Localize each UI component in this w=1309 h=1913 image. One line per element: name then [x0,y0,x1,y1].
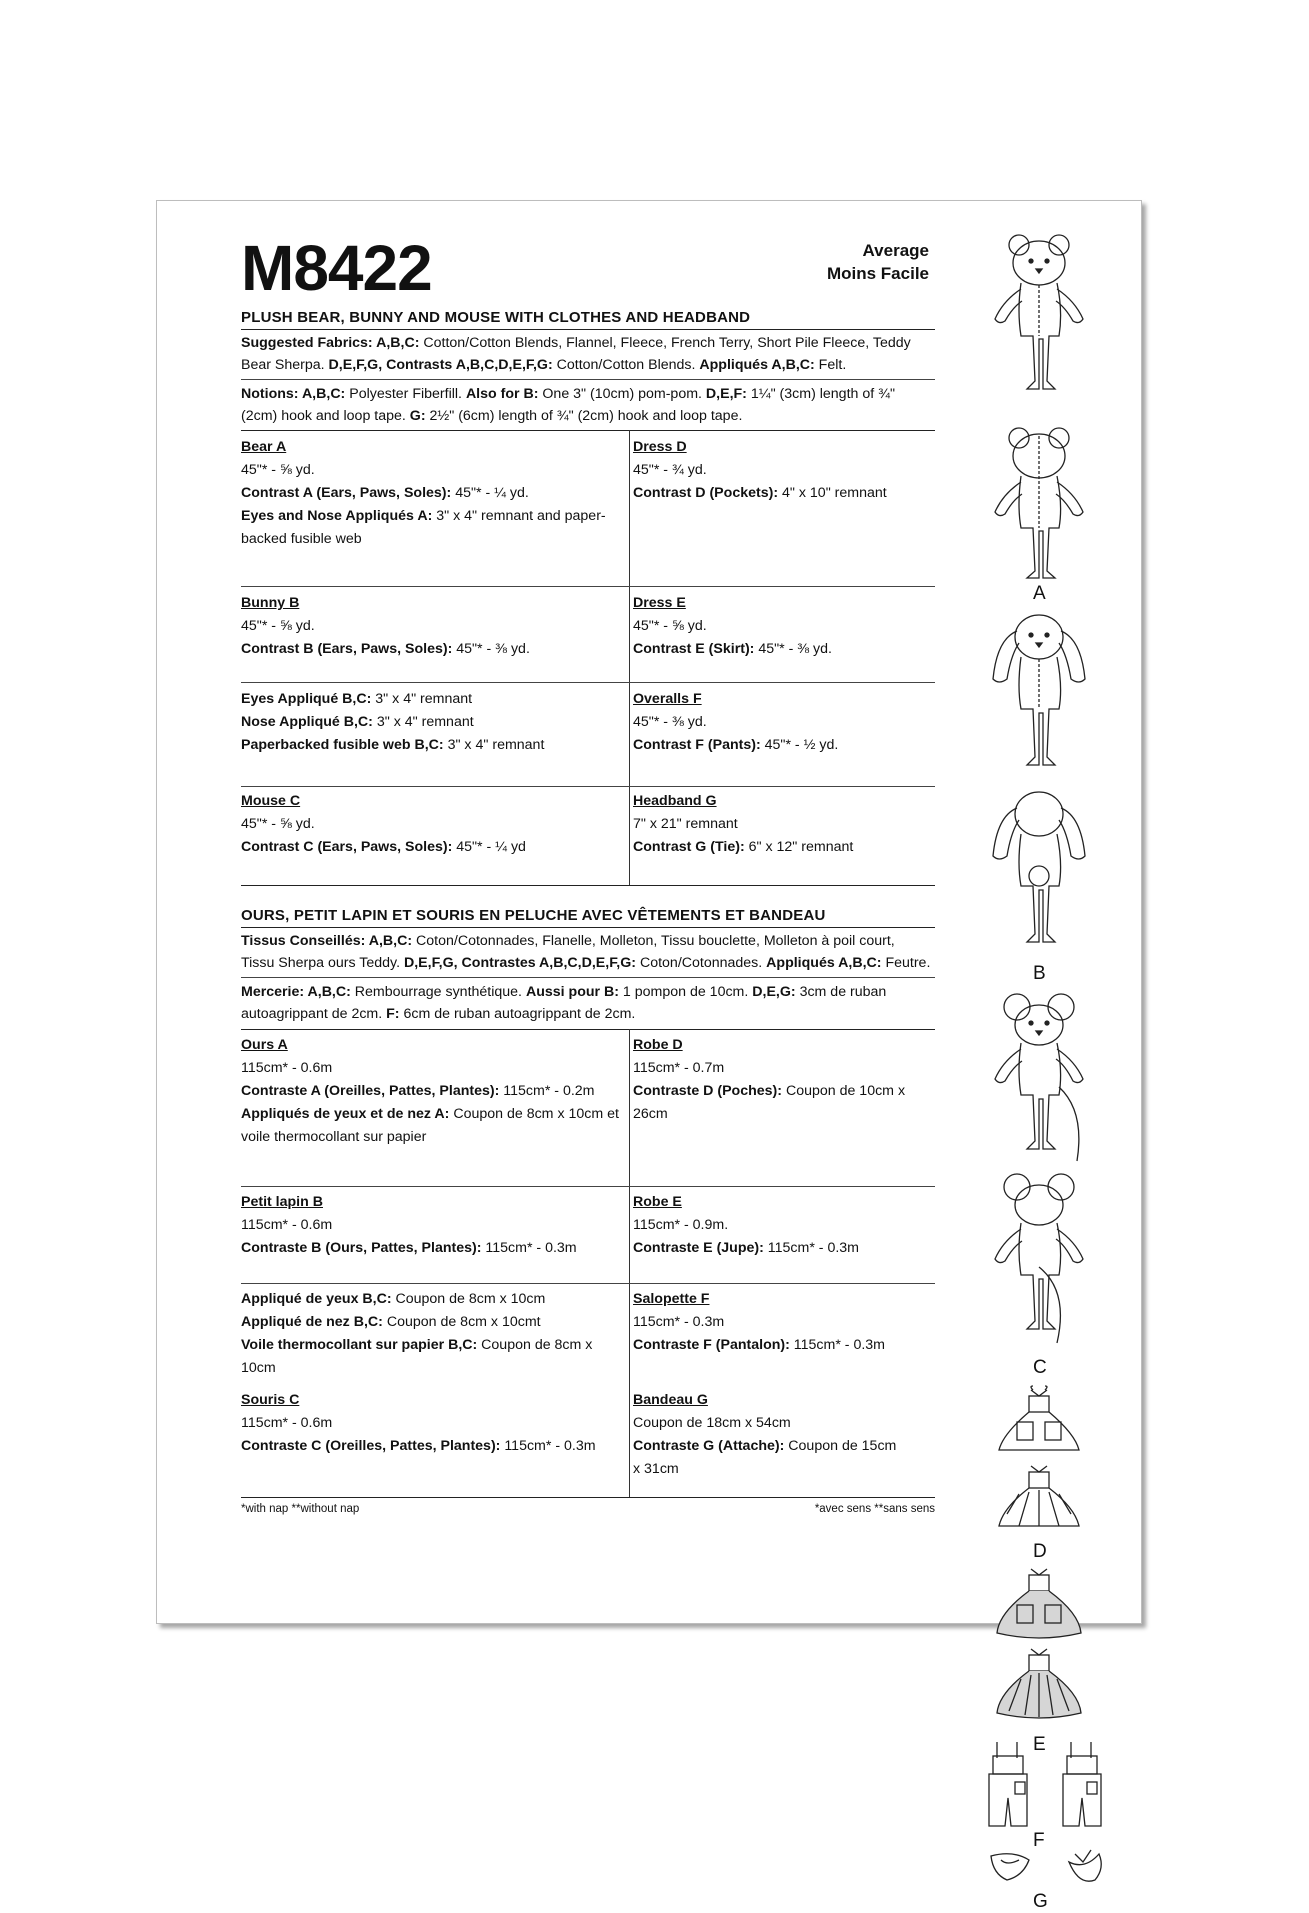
yardage-line [633,1412,933,1435]
text-run: 115cm* - 0.3m [500,1438,596,1454]
text-run: 45"* - ⅜ yd. [452,641,530,657]
bold-label: Contraste D (Poches): [633,1083,782,1099]
bunny-back-illustration [989,786,1099,966]
french-yardage-left-0 [241,1034,625,1149]
text-run: 115cm* - 0.6m [241,1060,333,1076]
bold-label: Appliqué de yeux B,C: [241,1291,392,1307]
divider [241,885,935,886]
text-run: 45"* - ¼ yd [452,839,526,855]
dress-e-illustration [989,1563,1099,1743]
divider [241,379,935,380]
french-yardage-right-3 [633,1389,933,1481]
divider [241,1029,935,1030]
bold-label: Contrast E (Skirt): [633,641,755,657]
bold-label: Appliqué de nez B,C: [241,1314,383,1330]
text-run: 45"* - ⅝ yd. [633,618,707,634]
divider [241,430,935,431]
view-heading: Robe E [633,1194,682,1210]
figure-label-b: B [1033,963,1046,984]
text-run: Cotton/Cotton Blends, Flannel, Fleece, French Terry, Short Pile Fleece, Teddy Bear Sherpa. [241,335,911,373]
bold-label: Suggested Fabrics: A,B,C: [241,335,420,351]
difficulty-fr: Moins Facile [826,264,929,283]
text-run: Cotton/Cotton Blends. [552,357,700,373]
yardage-line [633,1458,933,1481]
bold-label: Contraste E (Jupe): [633,1240,764,1256]
french-yardage-right-1 [633,1191,933,1260]
yardage-line [241,734,625,757]
difficulty-en: Average [862,241,929,260]
text-run: Polyester Fiberfill. [345,386,466,402]
row-divider [241,682,935,683]
text-run: 45"* - ¾ yd. [633,462,707,478]
bold-label: Nose Appliqué B,C: [241,714,373,730]
text-run: voile thermocollant sur papier [241,1129,427,1145]
text-run: 7" x 21" remnant [633,816,738,832]
bold-label: Eyes Appliqué B,C: [241,691,372,707]
yardage-line [241,1334,625,1357]
pattern-code: M8422 [241,232,432,304]
yardage-line [633,711,933,734]
text-run: 115cm* - 0.9m. [633,1217,729,1233]
yardage-line [241,638,625,661]
english-yardage-right-3 [633,790,933,859]
text-run: 45"* - ½ yd. [760,737,839,753]
mouse-front-illustration [989,991,1099,1181]
bunny-front-illustration [989,609,1099,789]
figure-label-c: C [1033,1357,1047,1378]
bold-label: Contraste G (Attache): [633,1438,785,1454]
text-run: 115cm* - 0.2m [499,1083,595,1099]
english-yardage-left-1 [241,592,625,661]
yardage-line [633,1080,933,1103]
yardage-line [241,1237,625,1260]
text-run: Coton/Cotonnades. [636,955,767,971]
french-fabrics [241,930,931,974]
yardage-line [241,482,625,505]
yardage-line [633,836,933,859]
text-run: 115cm* - 0.3m [763,1240,860,1256]
row-divider [241,1283,935,1284]
yardage-line [633,1214,933,1237]
view-heading: Bandeau G [633,1392,708,1408]
footnote-fr: *avec sens **sans sens [814,1503,935,1515]
text-run: 3" x 4" remnant [372,714,474,730]
french-notions [241,981,931,1025]
text-run: 115cm* - 0.3m [481,1240,577,1256]
column-divider [629,430,630,885]
bold-label: Contrast F (Pants): [633,737,761,753]
view-heading: Salopette F [633,1291,710,1307]
yardage-line [241,1080,625,1103]
text-run: Feutre. [881,955,931,971]
text-run: 115cm* - 0.3m [789,1337,886,1353]
bold-label: Notions: A,B,C: [241,386,346,402]
bold-label: Mercerie: A,B,C: [241,984,351,1000]
view-heading: Petit lapin B [241,1194,323,1210]
figure-label-f: F [1033,1830,1045,1851]
figure-label-d: D [1033,1541,1047,1562]
text-run: 1 pompon de 10cm. [618,984,753,1000]
dress-d-illustration [989,1384,1099,1539]
mouse-back-illustration [989,1171,1099,1371]
french-yardage-right-2 [633,1288,933,1357]
text-run: 45"* - ⅜ yd. [754,641,832,657]
yardage-line [633,1237,933,1260]
english-yardage-right-0 [633,436,933,505]
view-heading: Ours A [241,1037,288,1053]
yardage-line [633,1334,933,1357]
text-run: 115cm* - 0.6m [241,1415,333,1431]
text-run: 1¼" (3cm) length of ¾" (2cm) hook and loop tape. [241,386,895,424]
divider [241,1497,935,1498]
text-run: 3" x 4" remnant [443,737,545,753]
yardage-line [241,1126,625,1149]
text-run: Felt. [814,357,847,373]
yardage-line [241,813,625,836]
bold-label: D,E,F: [705,386,747,402]
view-heading: Bunny B [241,595,300,611]
yardage-line [633,638,933,661]
text-run: 45"* - ⅜ yd. [633,714,707,730]
pattern-envelope-back [156,200,1142,1912]
text-run: Coupon de 8cm x 10cm [391,1291,546,1307]
bold-label: Voile thermocollant sur papier B,C: [241,1337,478,1353]
yardage-line [241,1435,625,1458]
figure-label-a: A [1033,583,1046,604]
text-run: One 3" (10cm) pom-pom. [538,386,706,402]
text-run: Rembourrage synthétique. [350,984,526,1000]
yardage-line [241,1103,625,1126]
english-fabrics [241,332,931,376]
bold-label: Tissus Conseillés: A,B,C: [241,933,413,949]
view-heading: Dress E [633,595,686,611]
english-yardage-left-0 [241,436,625,551]
text-run: 45"* - ⅝ yd. [241,462,315,478]
yardage-line [633,615,933,638]
text-run: Coupon de 10cm x [782,1083,906,1099]
headband-g-illustration [983,1846,1113,1896]
view-heading: Mouse C [241,793,301,809]
row-divider [241,786,935,787]
bold-label: Contrast C (Ears, Paws, Soles): [241,839,453,855]
yardage-line [241,1311,625,1334]
text-run: 26cm [633,1106,668,1122]
text-run: Coton/Cotonnades, Flanelle, Molleton, Tissu bouclette, Molleton à poil court, Tissu Sherpa ours Teddy. [241,933,895,971]
bold-label: D,E,F,G, Contrasts A,B,C,D,E,F,G: [328,357,553,373]
yardage-line [241,615,625,638]
text-run: 6cm de ruban autoagrippant de 2cm. [399,1006,636,1022]
text-run: 45"* - ¼ yd. [451,485,529,501]
yardage-line [633,1057,933,1080]
text-run: 45"* - ⅝ yd. [241,816,315,832]
english-yardage-left-2 [241,688,625,757]
bold-label: D,E,G: [752,984,796,1000]
yardage-line [633,482,933,505]
yardage-line [241,1357,625,1380]
bold-label: Contraste A (Oreilles, Pattes, Plantes): [241,1083,500,1099]
text-run: Coupon de 18cm x 54cm [633,1415,791,1431]
english-notions [241,383,931,427]
english-yardage-right-1 [633,592,933,661]
yardage-line [241,1057,625,1080]
yardage-line [633,1311,933,1334]
row-divider [241,1186,935,1187]
bear-front-illustration [989,231,1099,431]
bold-label: Appliqués de yeux et de nez A: [241,1106,450,1122]
view-heading: Souris C [241,1392,300,1408]
french-yardage-left-1 [241,1191,625,1260]
english-title: PLUSH BEAR, BUNNY AND MOUSE WITH CLOTHES AND HEADBAND [241,309,751,326]
divider [241,977,935,978]
english-yardage-right-2 [633,688,933,757]
bold-label: Paperbacked fusible web B,C: [241,737,444,753]
footnote-en: *with nap **without nap [241,1503,360,1515]
text-run: Coupon de 8cm x [477,1337,593,1353]
text-run: 6" x 12" remnant [744,839,854,855]
text-run: x 31cm [633,1461,679,1477]
french-yardage-left-3 [241,1389,625,1458]
bold-label: Contrast B (Ears, Paws, Soles): [241,641,453,657]
bold-label: D,E,F,G, Contrastes A,B,C,D,E,F,G: [403,955,637,971]
text-run: 2½" (6cm) length of ¾" (2cm) hook and loop tape. [425,408,743,424]
column-divider [629,1029,630,1497]
bold-label: Appliqués A,B,C: [699,357,815,373]
bold-label: G: [409,408,426,424]
english-yardage-left-3 [241,790,625,859]
text-run: 115cm* - 0.6m [241,1217,333,1233]
yardage-line [633,734,933,757]
figure-label-e: E [1033,1734,1046,1755]
bold-label: Also for B: [465,386,539,402]
overalls-f-illustration [983,1738,1113,1838]
yardage-line [241,836,625,859]
yardage-line [633,459,933,482]
yardage-line [633,813,933,836]
yardage-line [241,505,625,528]
yardage-line [241,459,625,482]
text-run: 4" x 10" remnant [778,485,887,501]
bold-label: Contraste B (Ours, Pattes, Plantes): [241,1240,482,1256]
text-run: Coupon de 15cm [784,1438,897,1454]
french-yardage-left-2 [241,1288,625,1380]
view-heading: Bear A [241,439,287,455]
text-run: 115cm* - 0.3m [633,1314,725,1330]
text-run: 3cm de ruban autoagrippant de 2cm. [241,984,887,1022]
yardage-line [241,1412,625,1435]
bold-label: F: [386,1006,400,1022]
bold-label: Contrast A (Ears, Paws, Soles): [241,485,452,501]
text-run: Coupon de 8cm x 10cm et [449,1106,619,1122]
bold-label: Aussi pour B: [525,984,619,1000]
text-run: 115cm* - 0.7m [633,1060,725,1076]
view-heading: Robe D [633,1037,683,1053]
view-heading: Overalls F [633,691,702,707]
yardage-line [241,1288,625,1311]
bear-back-illustration [989,426,1099,586]
text-run: 10cm [241,1360,276,1376]
yardage-line [241,711,625,734]
row-divider [241,586,935,587]
divider [241,927,935,928]
bold-label: Contraste F (Pantalon): [633,1337,790,1353]
bold-label: Appliqués A,B,C: [766,955,882,971]
yardage-line [241,1214,625,1237]
bold-label: Contraste C (Oreilles, Pattes, Plantes): [241,1438,501,1454]
view-heading: Dress D [633,439,687,455]
text-run: 45"* - ⅝ yd. [241,618,315,634]
view-heading: Headband G [633,793,717,809]
yardage-line [241,528,625,551]
text-run: backed fusible web [241,531,362,547]
french-title: OURS, PETIT LAPIN ET SOURIS EN PELUCHE AVEC VÊTEMENTS ET BANDEAU [241,907,826,924]
bold-label: Contrast D (Pockets): [633,485,779,501]
divider [241,329,935,330]
text-run: 3" x 4" remnant [371,691,473,707]
french-yardage-right-0 [633,1034,933,1126]
bold-label: Eyes and Nose Appliqués A: [241,508,433,524]
yardage-line [633,1103,933,1126]
text-run: 3" x 4" remnant and paper- [432,508,606,524]
bold-label: Contrast G (Tie): [633,839,745,855]
figure-label-g: G [1033,1891,1048,1912]
yardage-line [241,688,625,711]
yardage-line [633,1435,933,1458]
text-run: Coupon de 8cm x 10cmt [382,1314,541,1330]
